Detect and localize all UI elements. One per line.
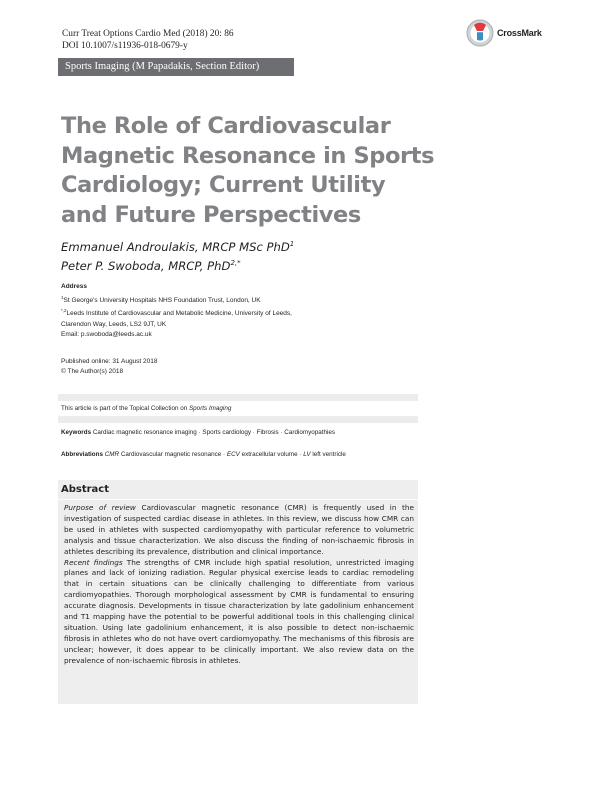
- topical-collection-note: This article is part of the Topical Collection on Sports Imaging: [61, 405, 232, 412]
- author-list: [61, 236, 294, 274]
- address-line: $^1$St George's University Hospitals NHS Foundation Trust, London, UK: [61, 294, 261, 304]
- keywords-label: Keywords: [61, 429, 92, 436]
- abstract-paragraph: Purpose of review Cardiovascular magnetic resonance (CMR) is frequently used in the investigation of suspected cardiac disease in athletes. In this review, we discuss how CMR can be used in athletes with suspected cardiomyopathy with particular reference to volumetric analysis and tissue characterization. We also discuss the finding of non-ischaemic fibrosis in athletes describing its prevalence, distribution and clinical importance.: [64, 503, 414, 556]
- author-name: Emmanuel Androulakis, MRCP MSc PhD: [61, 239, 290, 254]
- author: [61, 236, 294, 255]
- author-affiliation: 1: [289, 240, 295, 248]
- journal-citation: [62, 28, 234, 52]
- author-name: Peter P. Swoboda, MRCP, PhD: [61, 258, 231, 273]
- abbreviations-label: Abbreviations: [61, 451, 103, 458]
- divider-rule: [58, 394, 418, 401]
- title-line: Cardiology; Current Utility: [61, 172, 386, 198]
- section-label: Sports Imaging (M Papadakis, Section Editor): [65, 61, 260, 72]
- email-line: [61, 330, 292, 341]
- abbreviation: CMR: [104, 451, 120, 458]
- collection-link[interactable]: Sports Imaging: [188, 405, 232, 412]
- email-link[interactable]: p.swoboda@leeds.ac.uk: [80, 331, 152, 339]
- affiliation-mark: *,2: [61, 308, 67, 314]
- abstract-divider: [58, 499, 418, 500]
- title-line: Magnetic Resonance in Sports: [61, 142, 435, 169]
- keywords: [61, 428, 335, 437]
- article-title: [61, 112, 481, 230]
- journal-reference: Curr Treat Options Cardio Med (2018) 20: 86: [62, 29, 234, 39]
- email-label: Email:: [61, 331, 80, 339]
- address-block: [61, 282, 292, 341]
- author-affiliation: 2,*: [230, 258, 241, 267]
- keywords-text: Cardiac magnetic resonance imaging · Sports cardiology · Fibrosis · Cardiomyopathies: [92, 429, 336, 436]
- divider-rule: [58, 416, 418, 423]
- author: [61, 255, 294, 274]
- abbreviation: LV: [303, 451, 311, 458]
- copyright: © The Author(s) 2018: [61, 368, 124, 375]
- title-line: The Role of Cardiovascular: [61, 113, 391, 139]
- crossmark-badge[interactable]: [466, 19, 542, 49]
- title-line: and Future Perspectives: [61, 201, 361, 228]
- address-line: Clarendon Way, Leeds, LS2 9JT, UK: [61, 320, 167, 328]
- crossmark-icon: [466, 19, 494, 47]
- published-date: Published online: 31 August 2018: [61, 358, 158, 365]
- abbreviations: Abbreviations CMR Cardiovascular magnetic resonance · ECV extracellular volume · LV left ventricle: [61, 451, 346, 458]
- abstract-subheading: Recent findings: [64, 557, 123, 567]
- abstract-body: [64, 503, 414, 667]
- affiliation-mark: 1: [61, 294, 64, 300]
- publication-info: [61, 357, 158, 377]
- abstract-paragraph: Recent findings The strengths of CMR include high spatial resolution, unrestricted imaging planes and lack of ionizing radiation. Regular physical exercise leads to cardiac remodeling that in certain situations can be clinically challenging to differentiate from various cardiomyopathies. Thorough morphological assessment by CMR is fundamental to ensuring accurate diagnosis. Developments in tissue characterization by late gadolinium enhancement and T1 mapping have the potential to be powerful additional tools in this challenging clinical situation. Using late gadolinium enhancement, it is also possible to detect non-ischaemic fibrosis in athletes who do not have overt cardiomyopathy. The mechanisms of this fibrosis are unclear; however, it does appear to be clinically important. We also review data on the prevalence of non-ischaemic fibrosis in athletes.: [64, 557, 414, 665]
- crossmark-label: CrossMark: [497, 28, 542, 38]
- address-heading: Address: [61, 283, 88, 290]
- address-line: $^{*,2}$Leeds Institute of Cardiovascular and Metabolic Medicine, University of Leeds,: [61, 308, 292, 318]
- abbreviation: ECV: [226, 451, 240, 458]
- doi-line[interactable]: DOI 10.1007/s11936-018-0679-y: [62, 41, 188, 51]
- abstract-subheading: Purpose of review: [64, 503, 136, 512]
- abstract-heading: Abstract: [61, 484, 110, 495]
